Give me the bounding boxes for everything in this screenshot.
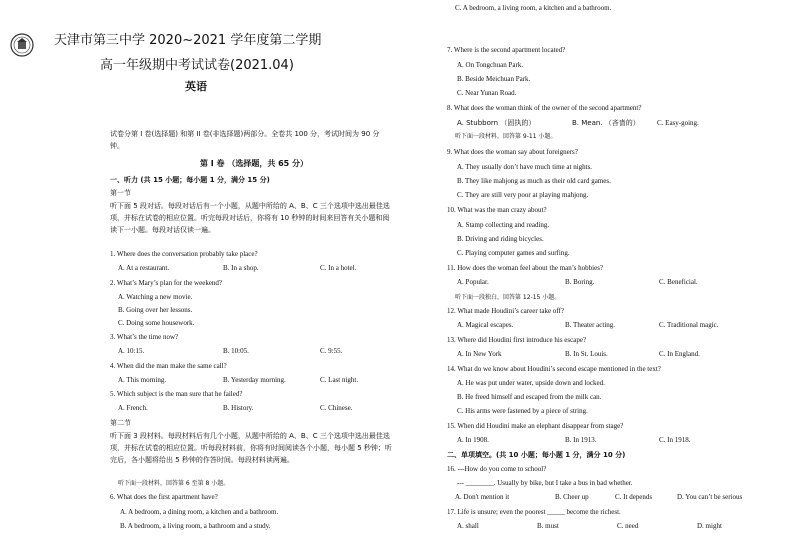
part2-title: 二、单项填空。(共 10 小题；每小题 1 分，满分 10 分) [447,451,626,459]
q7-option-c[interactable]: C. Near Yunan Road. [457,89,517,97]
q15-option-a[interactable]: A. In 1908. [457,436,489,444]
q13-option-c[interactable]: C. In England. [659,350,700,358]
q10-option-c[interactable]: C. Playing computer games and surfing. [457,249,570,257]
q15-option-c[interactable]: C. In 1918. [659,436,691,444]
question-3-option-a[interactable]: A. 10:15. [118,347,145,355]
q9-option-b[interactable]: B. They like mahjong as much as their old card games. [457,177,611,185]
q16-line2: --- ________. Usually by bike, but I take a bus in bad whether. [457,479,633,487]
q8-text: 8. What does the woman think of the owner of the second apartment? [447,104,642,112]
school-title: 天津市第三中学 2020~2021 学年度第二学期 [54,33,322,48]
q13-text: 13. Where did Houdini first introduce his escape? [447,336,587,344]
q17-option-c[interactable]: C. need [617,522,639,530]
q7-text: 7. Where is the second apartment located? [447,46,566,54]
q9-option-c[interactable]: C. They are still very poor at playing mahjong. [457,191,589,199]
q7-option-a[interactable]: A. On Tongchuan Park. [457,61,524,69]
q8-option-c[interactable]: C. Easy-going. [657,119,699,127]
sub1-instructions: 听下面 5 段对话。每段对话后有一个小题，从题中所给的 A、B、C 三个选项中选出最佳选项，并标在试卷的相应位置。听完每段对话后，你将有 10 秒钟的时间来回答有关小题和阅读下一小题。每段对话仅读一遍。 [110,202,390,234]
sub2-title: 第二节 [110,419,131,427]
question-5-text: 5. Which subject is the man sure that he failed? [110,390,243,398]
question-1-option-b[interactable]: B. In a shop. [223,264,259,272]
q14-option-a[interactable]: A. He was put under water, upside down and locked. [457,379,605,387]
question-5-option-c[interactable]: C. Chinese. [320,404,353,412]
question-2-option-a[interactable]: A. Watching a new movie. [118,293,193,301]
section1-title: 第 I 卷 （选择题，共 65 分） [200,159,309,168]
part1-title: 一、听力 (共 15 小题；每小题 1 分，满分 15 分) [110,176,270,184]
exam-title: 高一年级期中考试试卷(2021.04) [100,58,294,73]
note-12-15: 听下面一段独白，回答第 12-15 小题。 [455,294,561,301]
q6-option-a[interactable]: A. A bedroom, a dining room, a kitchen and a bathroom. [120,508,279,516]
q12-text: 12. What made Houdini’s career take off? [447,307,564,315]
sub1-title: 第一节 [110,189,131,197]
q10-option-b[interactable]: B. Driving and riding bicycles. [457,235,544,243]
q16-option-b[interactable]: B. Cheer up [555,493,589,501]
question-3-option-b[interactable]: B. 10:05. [223,347,249,355]
q6-text: 6. What does the first apartment have? [110,493,218,501]
q17-option-d[interactable]: D. might [697,522,722,530]
q12-option-c[interactable]: C. Traditional magic. [659,321,719,329]
q11-text: 11. How does the woman feel about the man’s hobbies? [447,264,604,272]
q17-option-b[interactable]: B. must [537,522,559,530]
q16-option-a[interactable]: A. Don't mention it [455,493,510,501]
note-9-11: 听下面一段材料，回答第 9-11 小题。 [455,133,557,140]
q17-text: 17. Life is unsure; even the poorest _____ become the richest. [447,508,621,516]
question-2-option-c[interactable]: C. Doing some housework. [118,319,195,327]
q16-option-d[interactable]: D. You can’t be serious [677,493,743,501]
q14-text: 14. What do we know about Houdini’s second escape mentioned in the text? [447,365,661,373]
q7-option-b[interactable]: B. Beside Meichuan Park. [457,75,531,83]
right-column [397,0,794,560]
q6-option-c[interactable]: C. A bedroom, a living room, a kitchen and a bathroom. [455,4,612,12]
q6-option-b[interactable]: B. A bedroom, a living room, a bathroom and a study. [120,522,271,530]
question-3-text: 3. What’s the time now? [110,333,179,341]
question-2-option-b[interactable]: B. Going over her lessons. [118,306,193,314]
question-1-text: 1. Where does the conversation probably take place? [110,250,258,258]
subject-title: 英语 [185,80,207,93]
question-4-option-b[interactable]: B. Yesterday morning. [223,376,286,384]
q16-option-c[interactable]: C. It depends [615,493,653,501]
question-4-text: 4. When did the man make the same call? [110,362,227,370]
q9-option-a[interactable]: A. They usually don’t have much time at nights. [457,163,593,171]
q8-option-a[interactable]: A. Stubborn （固执的） [457,119,536,127]
q11-option-b[interactable]: B. Boring. [565,278,595,286]
question-4-option-a[interactable]: A. This morning. [118,376,167,384]
note-6-8: 听下面一段材料，回答第 6 至第 8 小题。 [118,480,230,487]
q14-option-b[interactable]: B. He freed himself and escaped from the milk can. [457,393,602,401]
q10-text: 10. What was the man crazy about? [447,206,547,214]
q13-option-b[interactable]: B. In St. Louis. [565,350,608,358]
q13-option-a[interactable]: A. In New York [457,350,502,358]
sub2-instructions: 听下面 3 段材料。每段材料后有几个小题，从题中所给的 A、B、C 三个选项中选出最佳选项，并标在试卷的相应位置。听每段材料前，你将有时间阅读各个小题，每小题 5 秒钟；听完后，各小题将给出 5 秒钟的作答时间。每段材料读两遍。 [110,432,392,464]
question-5-option-a[interactable]: A. French. [118,404,148,412]
question-3-option-c[interactable]: C. 9:55. [320,347,343,355]
q15-option-b[interactable]: B. In 1913. [565,436,597,444]
question-2-text: 2. What’s Mary’s plan for the weekend? [110,279,223,287]
q9-text: 9. What does the woman say about foreigners? [447,148,578,156]
q14-option-c[interactable]: C. His arms were fastened by a piece of string. [457,407,588,415]
question-4-option-c[interactable]: C. Last night. [320,376,359,384]
q11-option-a[interactable]: A. Popular. [457,278,489,286]
q12-option-a[interactable]: A. Magical escapes. [457,321,514,329]
q12-option-b[interactable]: B. Theater acting. [565,321,616,329]
q16-text: 16. ---How do you come to school? [447,465,547,473]
question-1-option-a[interactable]: A. At a restaurant. [118,264,170,272]
exam-intro: 试卷分第 I 卷(选择题) 和第 II 卷(非选择题)两部分。全卷共 100 分，考试时间为 90 分钟。 [110,130,380,150]
q8-option-b[interactable]: B. Mean. （吝啬的） [572,119,640,127]
q15-text: 15. When did Houdini make an elephant disappear from stage? [447,422,624,430]
question-1-option-c[interactable]: C. In a hotel. [320,264,357,272]
q17-option-a[interactable]: A. shall [457,522,479,530]
q10-option-a[interactable]: A. Stamp collecting and reading. [457,221,550,229]
question-5-option-b[interactable]: B. History. [223,404,254,412]
q11-option-c[interactable]: C. Beneficial. [659,278,698,286]
school-emblem-icon [10,33,34,57]
